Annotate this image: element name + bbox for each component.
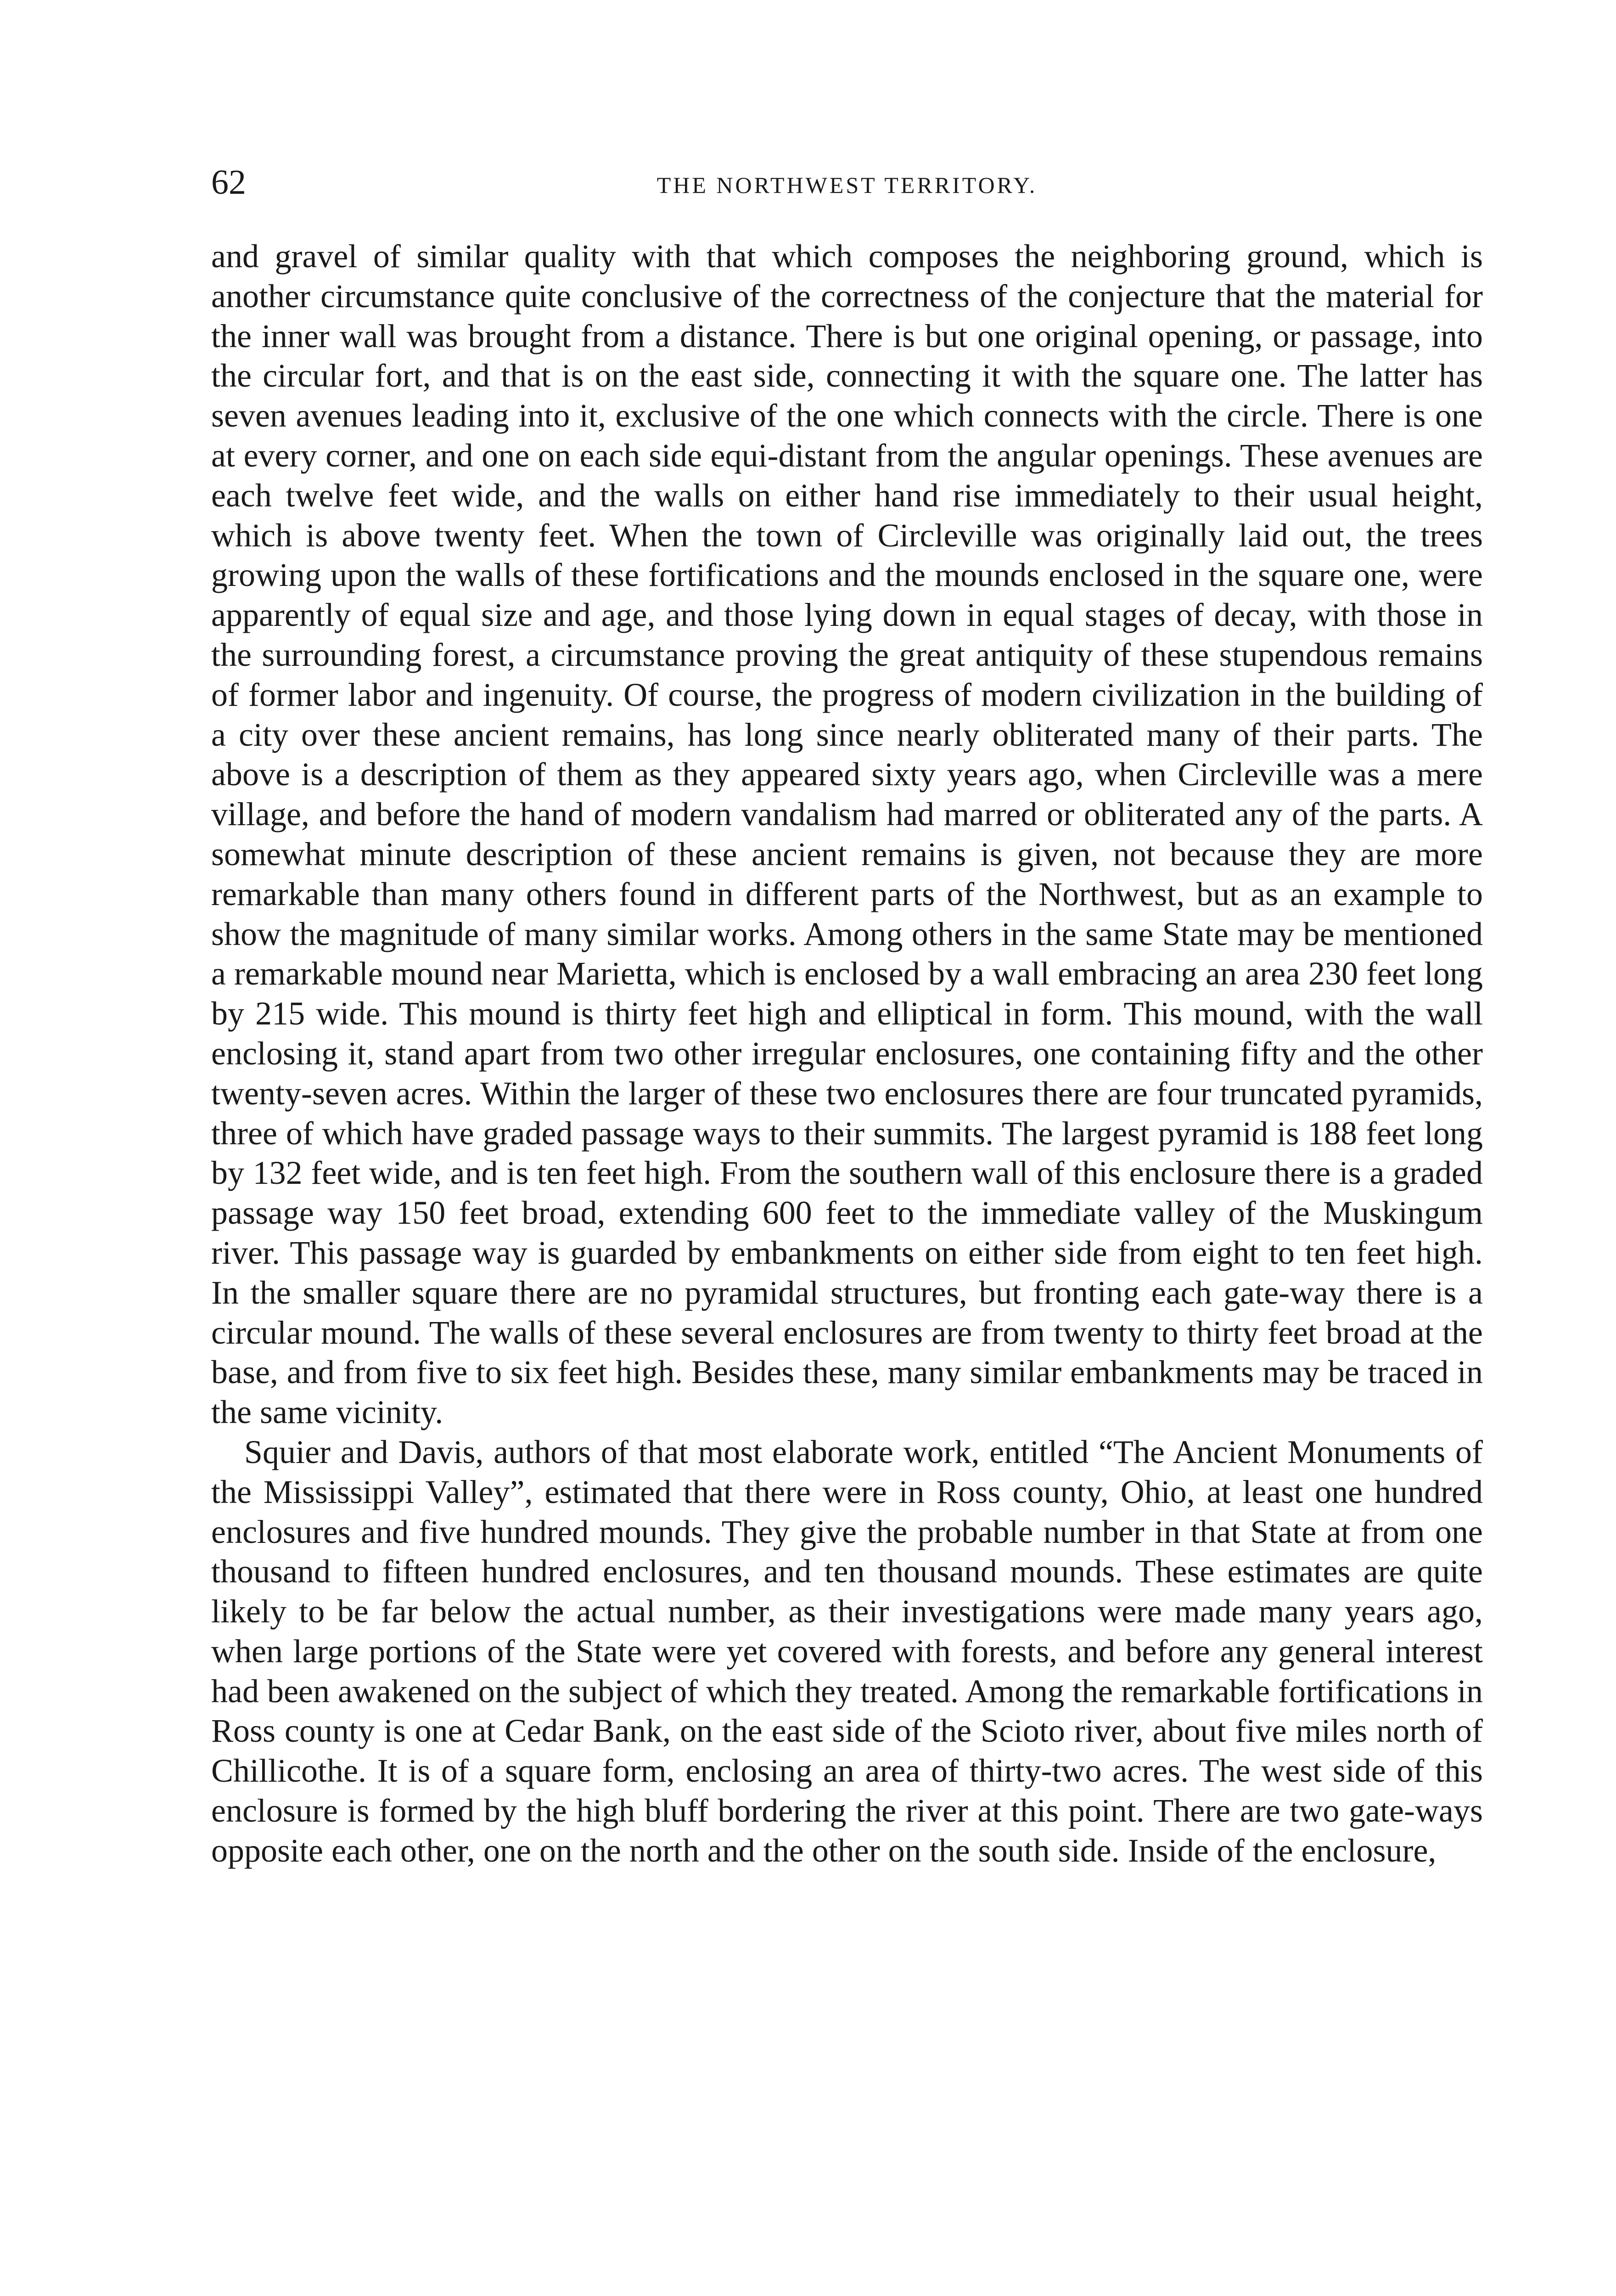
paragraph-squier-davis: Squier and Davis, authors of that most elaborate work, entitled “The Ancient Monuments of the Mississippi Valley”, estimated that there were in Ross county, Ohio, at least one hundred enclosures and five hundred mounds. They give the probable number in that State at from one thousand to fifteen hundred enclosures, and ten thousand mounds. These estimates are quite likely to be far below the actual number, as their investigations were made many years ago, when large portions of the State were yet covered with forests, and before any general interest had been awakened on the subject of which they treated. Among the remarkable fortifications in Ross county is one at Cedar Bank, on the east side of the Scioto river, about five miles north of Chillicothe. It is of a square form, enclosing an area of thirty-two acres. The west side of this enclosure is formed by the high bluff bordering the river at this point. There are two gate-ways opposite each other, one on the north and the other on the south side. Inside of the enclosure, xyxy=(211,1433,1483,1869)
body-text xyxy=(211,236,1483,1871)
page-header xyxy=(211,162,1483,203)
paragraph-continued: and gravel of similar quality with that which composes the neighboring ground, which is another circumstance quite conclusive of the correctness of the conjecture that the material for the inner wall was brought from a distance. There is but one original opening, or passage, into the circular fort, and that is on the east side, connecting it with the square one. The latter has seven avenues leading into it, exclusive of the one which connects with the circle. There is one at every corner, and one on each side equi-distant from the angular openings. These avenues are each twelve feet wide, and the walls on either hand rise immediately to their usual height, which is above twenty feet. When the town of Circleville was originally laid out, the trees growing upon the walls of these fortifications and the mounds enclosed in the square one, were apparently of equal size and age, and those lying down in equal stages of decay, with those in the surrounding forest, a circumstance proving the great antiquity of these stupendous remains of former labor and ingenuity. Of course, the progress of modern civilization in the building of a city over these ancient remains, has long since nearly obliterated many of their parts. The above is a description of them as they appeared sixty years ago, when Circleville was a mere village, and before the hand of modern vandalism had marred or obliterated any of the parts. A somewhat minute description of these ancient remains is given, not because they are more remarkable than many others found in different parts of the Northwest, but as an example to show the magnitude of many similar works. Among others in the same State may be mentioned a remarkable mound near Marietta, which is enclosed by a wall embracing an area 230 feet long by 215 wide. This mound is thirty feet high and elliptical in form. This mound, with the wall enclosing it, stand apart from two other irregular enclosures, one containing fifty and the other twenty-seven acres. Within the larger of these two enclosures there are four truncated pyramids, three of which have graded passage ways to their summits. The largest pyramid is 188 feet long by 132 feet wide, and is ten feet high. From the southern wall of this enclosure there is a graded passage way 150 feet broad, extending 600 feet to the immediate valley of the Muskingum river. This passage way is guarded by embankments on either side from eight to ten feet high. In the smaller square there are no pyramidal structures, but fronting each gate-way there is a circular mound. The walls of these several enclosures are from twenty to thirty feet broad at the base, and from five to six feet high. Besides these, many similar embankments may be traced in the same vicinity. xyxy=(211,238,1483,1431)
running-head: THE NORTHWEST TERRITORY. xyxy=(656,172,1038,198)
page-number: 62 xyxy=(211,163,246,202)
